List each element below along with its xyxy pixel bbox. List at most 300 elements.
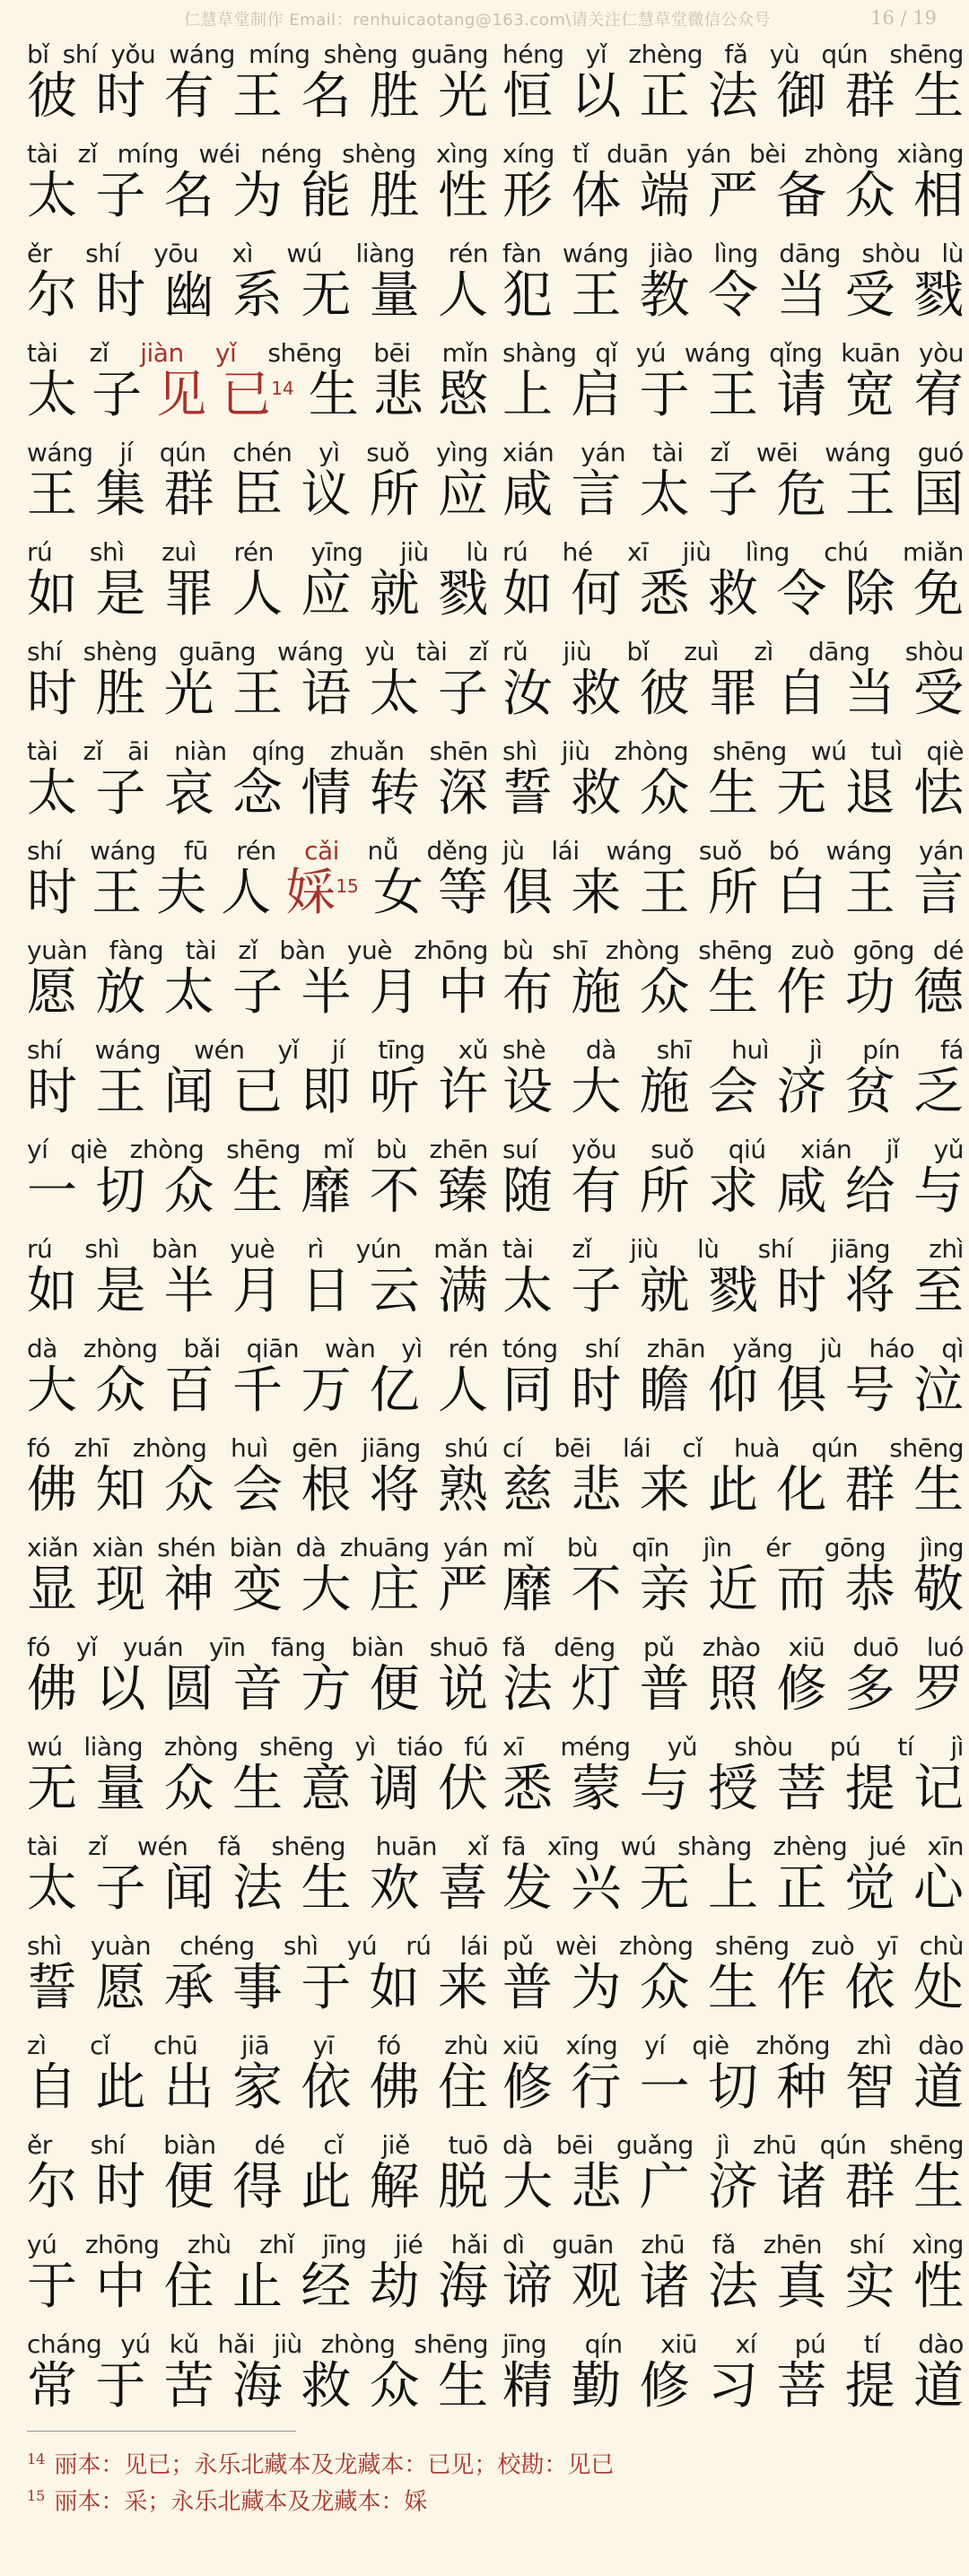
pinyin-row [502,239,964,269]
pinyin-syllable: jiù [561,736,590,766]
hanzi-char: 时 [95,67,146,126]
pinyin-row [502,1135,964,1165]
hanzi-char: 半 [301,963,352,1022]
pinyin-syllable: dà [27,1334,57,1363]
pinyin-syllable: xiū [502,2031,539,2060]
pinyin-syllable: shēng [414,2329,488,2359]
hanzi-char: 胜 [369,67,420,126]
hanzi-char: 勤 [571,2357,622,2415]
hanzi-char: 启 [571,366,622,424]
pinyin-syllable: lìng [713,239,758,268]
hanzi-char: 罪 [163,565,214,623]
pinyin-syllable: wēi [755,438,799,467]
pinyin-syllable: zhì [929,1234,964,1264]
pinyin-syllable: yuán [122,1632,184,1662]
hanzi-char: 亿 [369,1362,420,1420]
verse-line [27,2224,488,2324]
hanzi-char: 转 [369,764,420,822]
pinyin-syllable: tiáo [397,1732,443,1762]
hanzi-char: 生 [707,963,758,1022]
pinyin-syllable: wáng [94,1035,162,1065]
hanzi-char: 王 [231,665,283,723]
hanzi-row [502,865,964,922]
hanzi-row [27,1462,488,1519]
pinyin-syllable: jiāng [831,1234,891,1264]
hanzi-char: 王 [92,864,143,922]
hanzi-char: 止 [231,2258,283,2316]
pinyin-syllable: shí [849,2230,885,2259]
hanzi-char: 王 [844,466,895,524]
hanzi-char: 严 [707,167,758,225]
pinyin-syllable: cí [502,1433,523,1463]
pinyin-syllable: chú [824,537,869,567]
hanzi-char: 真 [776,2258,827,2316]
pinyin-syllable: gōng [824,1533,886,1562]
hanzi-char: 夫 [156,864,207,922]
hanzi-char: 彼 [27,67,77,126]
hanzi-row [502,1263,964,1320]
pinyin-syllable: dēng [554,1632,615,1662]
hanzi-row [27,2258,488,2316]
verse-line [27,1428,488,1527]
hanzi-char: 修 [639,2357,690,2415]
pinyin-syllable: fǎ [711,2230,736,2259]
hanzi-char: 知 [95,1461,146,1519]
verse-line [502,2324,964,2424]
hanzi-char: 胜 [369,167,420,225]
hanzi-char: 熟 [437,1461,488,1519]
hanzi-char: 日 [301,1262,352,1320]
pinyin-syllable: děng [426,836,488,866]
pinyin-syllable: bǎi [183,1334,221,1363]
pinyin-syllable: guāng [411,39,488,69]
hanzi-char: 救 [571,665,622,723]
hanzi-char: 能 [301,167,352,225]
hanzi-char: 切 [95,1162,146,1221]
hanzi-char: 求 [707,1162,758,1221]
pinyin-syllable: jì [716,2130,730,2160]
pinyin-syllable: bǐ [27,39,49,69]
pinyin-syllable: yú [120,2329,151,2359]
pinyin-syllable: zǐ [468,637,488,666]
verse-line [502,831,964,930]
hanzi-char: 悲 [571,1461,622,1519]
pinyin-syllable: jué [869,1832,906,1861]
hanzi-char: 住 [163,2258,214,2316]
pinyin-syllable: shuō [429,1632,488,1662]
hanzi-char: 多 [844,1660,895,1719]
pinyin-syllable: jù [819,1334,842,1363]
pinyin-syllable: hé [562,537,593,567]
hanzi-char: 群 [844,67,895,126]
hanzi-row [502,1064,964,1121]
pinyin-syllable: zì [27,2031,47,2060]
pinyin-syllable: kǔ [169,2329,199,2359]
pinyin-syllable: tài [502,1234,534,1264]
pinyin-syllable: bàn [151,1234,198,1264]
hanzi-char: 念 [231,764,283,822]
hanzi-char: 一 [27,1162,77,1221]
pinyin-syllable: jù [502,836,525,866]
verse-line [27,1527,488,1627]
hanzi-char: 形 [502,167,553,225]
hanzi-row [502,1860,964,1918]
pinyin-syllable: qíng [251,736,305,766]
pinyin-syllable: yī [312,2031,335,2060]
hanzi-char: 苦 [163,2357,214,2415]
pinyin-syllable: cǐ [682,1433,703,1463]
hanzi-char: 时 [27,1063,77,1121]
hanzi-char: 谛 [502,2258,553,2316]
hanzi-char: 白 [776,864,827,922]
pinyin-syllable: rú [406,1931,432,1961]
hanzi-char: 庄 [369,1561,420,1619]
hanzi-char: 便 [369,1660,420,1719]
pinyin-syllable: shì [502,736,537,766]
pinyin-row [27,1234,488,1265]
pinyin-syllable: tóng [502,1334,558,1363]
pinyin-syllable: hǎi [217,2329,255,2359]
hanzi-char: 太 [27,366,77,424]
hanzi-char: 普 [639,1660,690,1719]
hanzi-char: 悲 [571,2158,622,2216]
hanzi-char: 现 [95,1561,146,1619]
pinyin-syllable: dà [295,1533,327,1562]
hanzi-char: 根 [301,1461,352,1519]
pinyin-syllable: rén [233,537,274,567]
pinyin-syllable: yǔ [667,1732,698,1762]
verse-line [502,1527,964,1627]
pinyin-row [502,1832,964,1862]
hanzi-char: 提 [844,2357,895,2415]
hanzi-char: 恭 [844,1561,895,1619]
hanzi-row [27,267,488,325]
verse-line [27,532,488,631]
hanzi-char: 闻 [163,1859,214,1918]
hanzi-char: 人 [221,864,272,922]
hanzi-char: 济 [707,2158,758,2216]
pinyin-syllable: huà [733,1433,781,1463]
pinyin-row [502,637,964,667]
pinyin-syllable: fú [464,1732,488,1762]
pinyin-syllable: yì [354,1732,376,1762]
pinyin-row [502,2329,964,2360]
verse-line [27,930,488,1030]
hanzi-char: 海 [437,2258,488,2316]
hanzi-char: 作 [776,963,827,1022]
hanzi-char: 如 [369,1959,420,2017]
hanzi-row [27,168,488,225]
hanzi-row [27,2358,488,2415]
hanzi-char: 人 [437,1362,488,1420]
pinyin-syllable: shī [656,1035,692,1065]
hanzi-row [27,367,488,424]
pinyin-syllable: qiú [728,1135,766,1164]
pinyin-syllable: háo [869,1334,915,1363]
hanzi-row [27,666,488,723]
hanzi-char: 子 [437,665,488,723]
pinyin-syllable: pú [829,1732,861,1762]
hanzi-char: 救 [301,2357,352,2415]
hanzi-char: 发 [502,1859,553,1918]
hanzi-char: 犯 [502,266,553,325]
pinyin-syllable: shí [62,39,98,69]
pinyin-syllable: jiā [240,2031,270,2060]
pinyin-syllable: yì [319,438,340,467]
pinyin-syllable: zhōng [414,936,488,965]
pinyin-syllable: jiù [563,637,592,666]
hanzi-char: 王 [844,864,895,922]
pinyin-syllable: shén [157,1533,216,1562]
hanzi-char: 人 [231,565,283,623]
hanzi-char: 功 [844,963,895,1022]
hanzi-row [502,964,964,1022]
pinyin-syllable: jiào [650,239,694,268]
hanzi-char: 太 [639,466,690,524]
pinyin-syllable: tīng [378,1035,425,1065]
hanzi-char: 音 [231,1660,283,1719]
hanzi-char: 咸 [776,1162,827,1221]
hanzi-char: 来 [639,1461,690,1519]
pinyin-syllable: gōng [852,936,915,965]
hanzi-char: 就 [639,1262,690,1320]
pinyin-syllable: zuò [811,1931,855,1961]
pinyin-syllable: shì [84,1234,119,1264]
verse-line [502,631,964,731]
hanzi-char: 众 [369,2357,420,2415]
hanzi-char: 此 [707,1461,758,1519]
pinyin-syllable: jì [808,1035,823,1065]
hanzi-char: 系 [231,266,283,325]
hanzi-char: 施 [571,963,622,1022]
pinyin-syllable: jí [119,438,133,467]
hanzi-char: 国 [912,466,964,524]
pinyin-syllable: zǐ [83,736,103,766]
hanzi-char: 觉 [844,1859,895,1918]
pinyin-syllable: xiàn [92,1533,144,1562]
hanzi-char: 人 [437,266,488,325]
footnote-marker: 15 [336,875,359,897]
hanzi-char: 众 [95,1362,146,1420]
pinyin-syllable: tuì [870,736,903,766]
hanzi-char: 王 [639,864,690,922]
pinyin-syllable: zhòng [605,936,680,965]
hanzi-char: 名 [301,67,352,126]
pinyin-syllable: ěr [27,239,52,268]
hanzi-char: 婇$^{15}$ [285,864,359,922]
hanzi-char: 欢 [369,1859,420,1918]
pinyin-syllable: huì [731,1035,769,1065]
pinyin-row [27,1931,488,1962]
hanzi-char: 就 [369,565,420,623]
pinyin-syllable: jí [331,1035,345,1065]
hanzi-char: 受 [912,665,964,723]
verse-line [502,1030,964,1129]
hanzi-char: 心 [912,1859,964,1918]
pinyin-syllable: pín [862,1035,901,1065]
pinyin-syllable: shì [27,1931,62,1961]
hanzi-row [27,1064,488,1121]
hanzi-char: 请 [776,366,827,424]
pinyin-row [502,736,964,767]
pinyin-row [502,438,964,468]
hanzi-char: 来 [571,864,622,922]
hanzi-char: 时 [776,1262,827,1320]
hanzi-char: 所 [707,864,758,922]
hanzi-char: 于 [639,366,690,424]
hanzi-char: 上 [707,1859,758,1918]
hanzi-char: 方 [301,1660,352,1719]
verse-line [27,2025,488,2125]
hanzi-char: 所 [369,466,420,524]
pinyin-syllable: shēng [889,1433,964,1463]
pinyin-syllable: wáng [169,39,235,69]
hanzi-char: 是 [95,565,146,623]
hanzi-row [27,1263,488,1320]
pinyin-row [27,139,488,170]
hanzi-char: 满 [437,1262,488,1320]
hanzi-char: 普 [502,1959,553,2017]
pinyin-syllable: lìng [745,537,790,567]
verse-line [27,134,488,233]
pinyin-syllable: suǒ [650,1135,694,1164]
verse-line [27,1328,488,1428]
hanzi-row [27,1362,488,1420]
hanzi-char: 无 [776,764,827,822]
pinyin-syllable: chén [232,438,292,467]
hanzi-char: 法 [707,67,758,126]
hanzi-char: 伏 [437,1760,488,1818]
pinyin-syllable: zhòng [163,1732,239,1762]
pinyin-syllable: méng [560,1732,631,1762]
hanzi-char: 百 [163,1362,214,1420]
hanzi-row [502,2059,964,2117]
pinyin-syllable: tài [415,637,448,666]
pinyin-syllable: zhòng [129,1135,205,1164]
hanzi-row [502,566,964,623]
pinyin-syllable: shēng [259,1732,334,1762]
hanzi-row [502,666,964,723]
pinyin-syllable: zhì [856,2031,892,2060]
hanzi-char: 解 [369,2158,420,2216]
pinyin-syllable: xián [799,1135,852,1164]
pinyin-syllable: qīn [632,1533,669,1562]
hanzi-char: 变 [231,1561,283,1619]
pinyin-syllable: shè [502,1035,546,1065]
pinyin-syllable: dào [918,2329,964,2359]
pinyin-syllable: zǐ [87,1832,108,1861]
hanzi-char: 瞻 [639,1362,690,1420]
hanzi-char: 住 [437,2058,488,2117]
pinyin-syllable: tài [185,936,217,965]
pinyin-syllable: jiù [400,537,429,567]
pinyin-row [502,1234,964,1265]
hanzi-char: 性 [437,167,488,225]
hanzi-char: 无 [301,266,352,325]
hanzi-char: 如 [27,1262,77,1320]
hanzi-char: 愍 [437,366,488,424]
pinyin-syllable: liàng [355,239,415,268]
hanzi-char: 施 [639,1063,690,1121]
hanzi-char: 誓 [27,1959,77,2017]
pinyin-syllable: xiǎn [27,1533,79,1562]
verse-line [502,2224,964,2324]
hanzi-char: 罗 [912,1660,964,1719]
pinyin-row [27,1533,488,1563]
hanzi-char: 尔 [27,2158,77,2216]
pinyin-syllable: xì [231,239,253,268]
hanzi-char: 令 [707,266,758,325]
hanzi-char: 愿 [95,1959,146,2017]
pinyin-syllable: qín [584,2329,623,2359]
hanzi-char: 将 [844,1262,895,1320]
pinyin-row [27,736,488,767]
hanzi-char: 便 [163,2158,214,2216]
hanzi-char: 泣 [912,1362,964,1420]
pinyin-syllable: chù [919,1931,964,1961]
verse-line [502,1727,964,1826]
hanzi-char: 劫 [369,2258,420,2316]
verse-line [502,1129,964,1229]
pinyin-syllable: kuān [841,338,901,368]
pinyin-syllable: yīn [208,1632,246,1662]
pinyin-syllable: yǐ [277,1035,299,1065]
hanzi-char: 不 [571,1561,622,1619]
pinyin-syllable: jiù [273,2329,302,2359]
pinyin-syllable: jiàn [140,338,184,368]
pinyin-syllable: yù [769,39,800,69]
hanzi-char: 显 [27,1561,77,1619]
pinyin-syllable: shèng [323,39,398,69]
hanzi-char: 救 [571,764,622,822]
hanzi-row [502,2258,964,2316]
hanzi-row [27,566,488,623]
pinyin-syllable: ér [765,1533,790,1562]
pinyin-syllable: guó [917,438,964,467]
pinyin-syllable: fǎ [502,1632,527,1662]
verse-line [502,1826,964,1926]
hanzi-char: 众 [844,167,895,225]
pinyin-syllable: shēng [698,936,773,965]
pinyin-syllable: yú [635,338,667,368]
pinyin-syllable: xìng [436,139,488,169]
pinyin-syllable: zhù [444,2031,488,2060]
hanzi-char: 教 [639,266,690,325]
pinyin-syllable: shí [27,1035,62,1065]
hanzi-char: 生 [707,764,758,822]
pinyin-syllable: yán [685,139,731,169]
pinyin-syllable: hǎi [450,2230,488,2259]
pinyin-syllable: qún [819,2130,867,2160]
hanzi-char: 尔 [27,266,77,325]
pinyin-row [27,1732,488,1762]
hanzi-char: 恒 [502,67,553,126]
hanzi-char: 佛 [27,1461,77,1519]
pinyin-syllable: shí [27,836,62,866]
hanzi-char: 时 [571,1362,622,1420]
hanzi-char: 月 [369,963,420,1022]
hanzi-char: 常 [27,2357,77,2415]
pinyin-row [27,936,488,966]
pinyin-row [502,139,964,170]
pinyin-syllable: dà [502,2130,533,2160]
pinyin-row [27,39,488,70]
hanzi-char: 济 [776,1063,827,1121]
hanzi-char: 得 [231,2158,283,2216]
pinyin-syllable: shēng [889,2130,964,2160]
verse-line [27,1926,488,2025]
hanzi-char: 为 [231,167,283,225]
